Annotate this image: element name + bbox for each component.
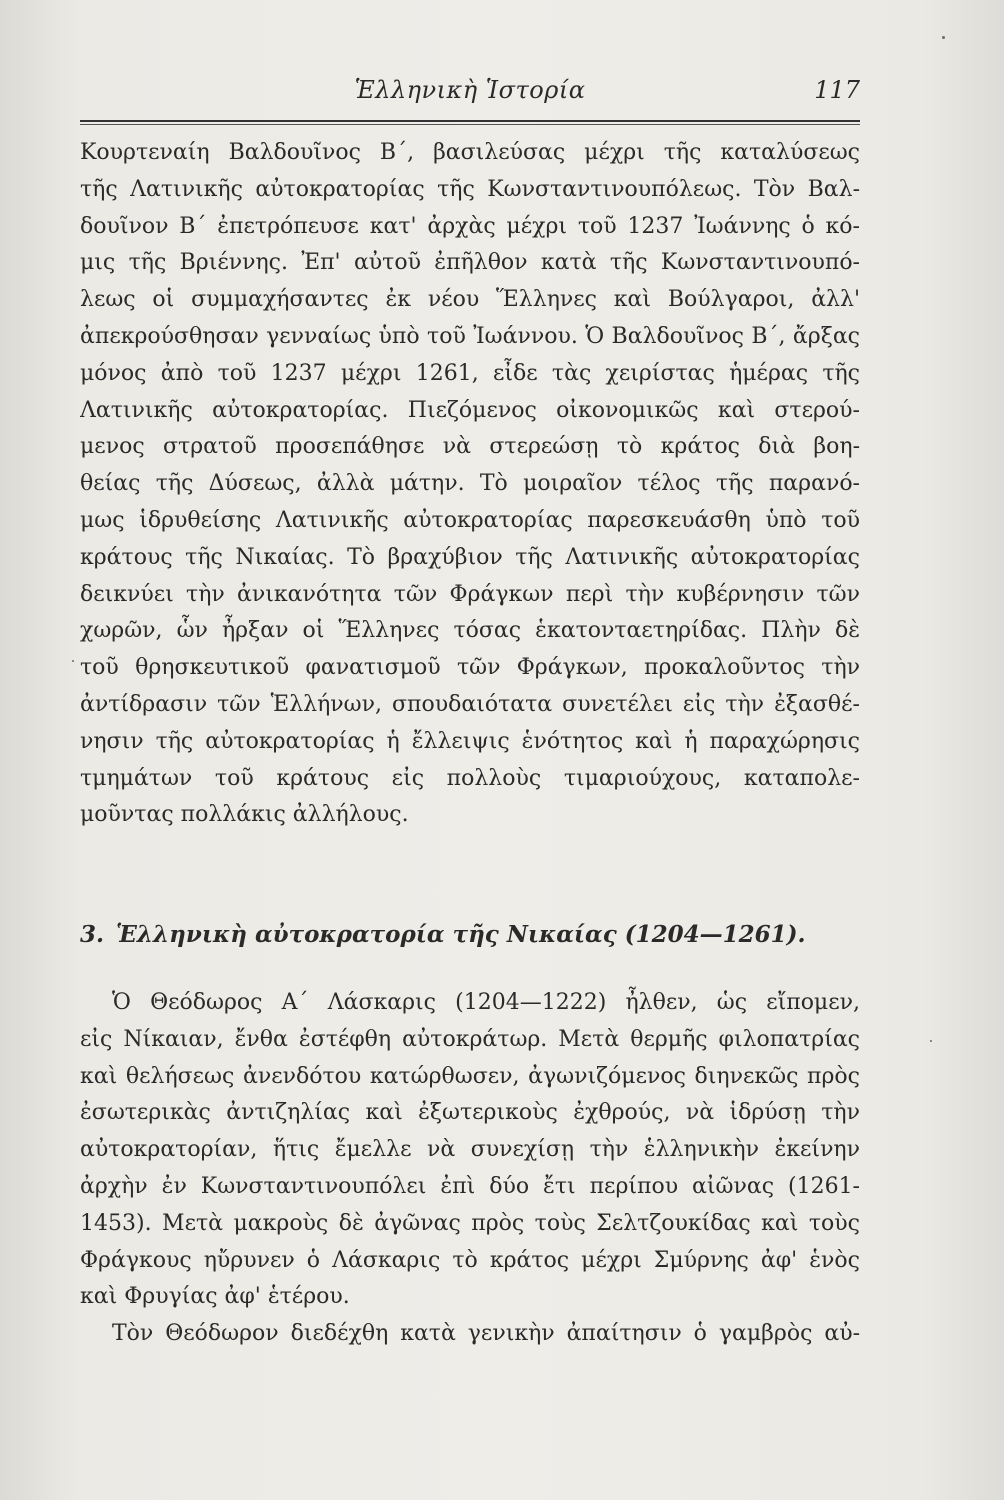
text-line: ἀντίδρασιν τῶν Ἑλλήνων, σπουδαιότατα συνετέλει εἰς τὴν ἐξασθέ- [80, 691, 860, 717]
text-line: ἀπεκρούσθησαν γενναίως ὑπὸ τοῦ Ἰωάννου. Ὁ Βαλδουῖνος Β΄, ἄρξας [80, 323, 860, 349]
paper-speck [930, 1040, 932, 1042]
text-line: δουῖνον Β΄ ἐπετρόπευσε κατ' ἀρχὰς μέχρι τοῦ 1237 Ἰωάννης ὁ κό- [80, 213, 860, 239]
paper-speck [942, 36, 945, 39]
text-line: τμημάτων τοῦ κράτους εἰς πολλοὺς τιμαριούχους, καταπολε- [80, 765, 860, 791]
text-line: Λατινικῆς αὐτοκρατορίας. Πιεζόμενος οἰκονομικῶς καὶ στερού- [80, 397, 860, 423]
paper-speck [72, 660, 74, 662]
text-line: κράτους τῆς Νικαίας. Τὸ βραχύβιον τῆς Λατινικῆς αὐτοκρατορίας [80, 544, 860, 570]
text-line: καὶ Φρυγίας ἀφ' ἑτέρου. [80, 1284, 350, 1310]
text-line: Φράγκους ηὔρυνεν ὁ Λάσκαρις τὸ κράτος μέχρι Σμύρνης ἀφ' ἑνὸς [80, 1247, 860, 1273]
page-header [80, 70, 860, 110]
section-number: 3. [80, 921, 105, 948]
text-line: δεικνύει τὴν ἀνικανότητα τῶν Φράγκων περὶ τὴν κυβέρνησιν τῶν [80, 581, 860, 607]
section-title: Ἑλληνικὴ αὐτοκρατορία τῆς Νικαίας (1204—1261). [116, 921, 806, 948]
text-line: λεως οἱ συμμαχήσαντες ἐκ νέου Ἕλληνες καὶ Βούλγαροι, ἀλλ' [80, 287, 860, 313]
text-line: χωρῶν, ὧν ἦρξαν οἱ Ἕλληνες τόσας ἑκατονταετηρίδας. Πλὴν δὲ [80, 618, 860, 644]
paragraph-2 [80, 985, 860, 1353]
text-line: καὶ θελήσεως ἀνενδότου κατώρθωσεν, ἀγωνιζόμενος διηνεκῶς πρὸς [80, 1063, 860, 1089]
text-line: νησιν τῆς αὐτοκρατορίας ἡ ἔλλειψις ἑνότητος καὶ ἡ παραχώρησις [80, 728, 860, 754]
page-number: 117 [814, 76, 860, 104]
header-rule [80, 120, 860, 125]
text-line: θείας τῆς Δύσεως, ἀλλὰ μάτην. Τὸ μοιραῖον τέλος τῆς παρανό- [80, 471, 860, 497]
text-line: ἐσωτερικὰς ἀντιζηλίας καὶ ἐξωτερικοὺς ἐχθρούς, νὰ ἱδρύσῃ τὴν [80, 1100, 860, 1126]
text-line: τοῦ θρησκευτικοῦ φανατισμοῦ τῶν Φράγκων, προκαλοῦντος τὴν [80, 655, 860, 681]
text-line: 1453). Μετὰ μακροὺς δὲ ἀγῶνας πρὸς τοὺς Σελτζουκίδας καὶ τοὺς [80, 1210, 860, 1236]
text-line: Τὸν Θεόδωρον διεδέχθη κατὰ γενικὴν ἀπαίτησιν ὁ γαμβρὸς αὐ- [112, 1321, 860, 1347]
section-heading [80, 915, 860, 955]
running-title: Ἑλληνικὴ Ἱστορία [354, 76, 586, 104]
text-line: ἀρχὴν ἐν Κωνσταντινουπόλει ἐπὶ δύο ἔτι περίπου αἰῶνας (1261- [80, 1173, 860, 1199]
text-line: αὐτοκρατορίαν, ἥτις ἔμελλε νὰ συνεχίσῃ τὴν ἑλληνικὴν ἐκείνην [80, 1137, 860, 1163]
text-line: μενος στρατοῦ προσεπάθησε νὰ στερεώσῃ τὸ κράτος διὰ βοη- [80, 434, 860, 460]
text-line: Κουρτεναίη Βαλδουῖνος Β΄, βασιλεύσας μέχρι τῆς καταλύσεως [80, 140, 860, 165]
text-line: μόνος ἀπὸ τοῦ 1237 μέχρι 1261, εἶδε τὰς χειρίστας ἡμέρας τῆς [80, 360, 860, 386]
text-line: μοῦντας πολλάκις ἀλλήλους. [80, 802, 409, 828]
text-line: μως ἱδρυθείσης Λατινικῆς αὐτοκρατορίας παρεσκευάσθη ὑπὸ τοῦ [80, 507, 860, 533]
text-line: εἰς Νίκαιαν, ἔνθα ἐστέφθη αὐτοκράτωρ. Μετὰ θερμῆς φιλοπατρίας [80, 1026, 860, 1052]
paragraph-1 [80, 135, 860, 834]
text-line: Ὁ Θεόδωρος Α΄ Λάσκαρις (1204—1222) ἦλθεν, ὡς εἴπομεν, [112, 990, 860, 1015]
text-line: μις τῆς Βριέννης. Ἐπ' αὐτοῦ ἐπῆλθον κατὰ τῆς Κωνσταντινουπό- [80, 250, 860, 276]
text-line: τῆς Λατινικῆς αὐτοκρατορίας τῆς Κωνσταντινουπόλεως. Τὸν Βαλ- [80, 176, 860, 202]
